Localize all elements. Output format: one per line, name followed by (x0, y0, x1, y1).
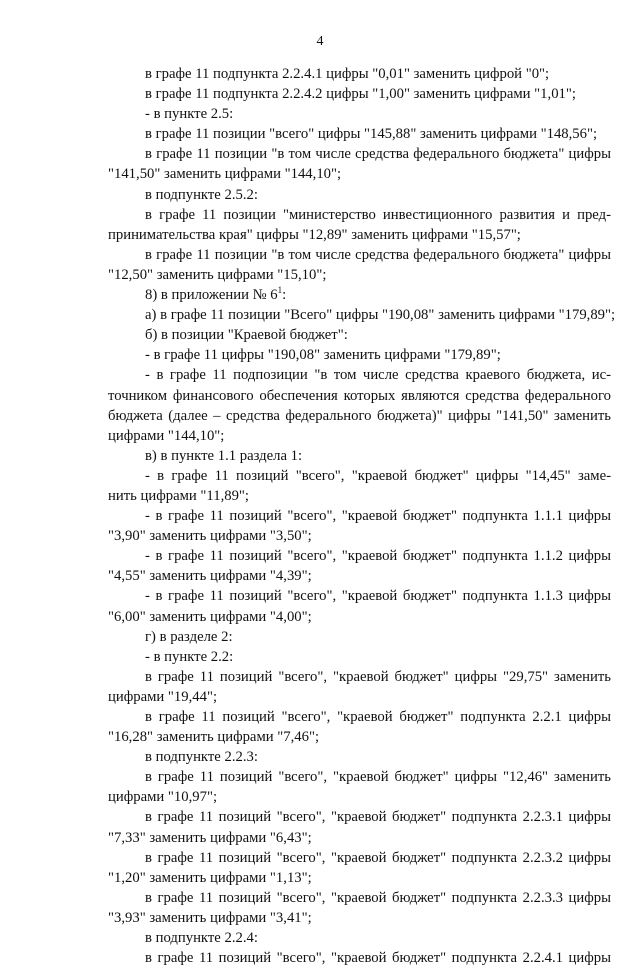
text-line-content: - в графе 11 позиций "всего", "краевой бюджет" цифры "14,45" заме- (145, 467, 611, 484)
text-line (108, 305, 616, 325)
text-line (108, 446, 611, 466)
text-line-suffix: : (282, 287, 287, 304)
text-line-content: в графе 11 позиций "всего", "краевой бюджет" подпункта 2.2.4.1 цифры (145, 950, 611, 967)
text-line-content: "7,33" заменить цифрами "6,43"; (108, 829, 312, 846)
text-line-content: в графе 11 позиции "всего" цифры "145,88" заменить цифрами "148,56"; (145, 126, 598, 143)
text-line (108, 828, 611, 848)
text-line (108, 406, 611, 426)
text-line (108, 607, 611, 627)
text-line (108, 667, 611, 687)
text-line (108, 144, 611, 164)
text-line (108, 888, 611, 908)
text-line-content: в графе 11 позиции "в том числе средства федерального бюджета" цифры (145, 246, 611, 263)
text-line-content: "3,90" заменить цифрами "3,50"; (108, 528, 312, 545)
text-line-content: - в пункте 2.2: (145, 648, 234, 665)
text-line (108, 928, 611, 948)
text-line (108, 225, 611, 245)
text-line-content: а) в графе 11 позиции "Всего" цифры "190,08" заменить цифрами "179,89"; (145, 307, 616, 324)
text-line (108, 124, 611, 144)
text-line-content: в графе 11 позиций "всего", "краевой бюджет" подпункта 2.2.1 цифры (145, 709, 611, 725)
text-line (108, 265, 611, 285)
text-line-content: в подпункте 2.2.4: (145, 930, 258, 947)
text-line-content: цифрами "19,44"; (108, 688, 218, 705)
text-line (108, 908, 611, 928)
text-line-content: - в пункте 2.5: (145, 106, 234, 123)
text-line-content: в графе 11 позиций "всего", "краевой бюджет" цифры "29,75" заменить (145, 668, 611, 685)
text-line-content: "1,20" заменить цифрами "1,13"; (108, 869, 312, 886)
text-line-content: в графе 11 позиции "в том числе средства федерального бюджета" цифры (145, 146, 611, 163)
document-body (108, 64, 616, 968)
text-line (108, 164, 611, 184)
text-line (108, 205, 611, 225)
text-line-content: - в графе 11 позиций "всего", "краевой бюджет" подпункта 1.1.3 цифры (145, 588, 611, 605)
text-line-content: в подпункте 2.5.2: (145, 186, 258, 203)
text-line-content: цифрами "144,10"; (108, 427, 225, 444)
text-line-content: - в графе 11 цифры "190,08" заменить цифрами "179,89"; (145, 347, 501, 364)
text-line-content: 8) в приложении № 6 (145, 287, 278, 304)
text-line (108, 627, 611, 647)
text-line (108, 386, 611, 406)
text-line (108, 466, 611, 486)
text-line (108, 807, 611, 827)
text-line-content: б) в позиции "Краевой бюджет": (145, 327, 348, 344)
text-line (108, 707, 611, 727)
text-line-content: "141,50" заменить цифрами "144,10"; (108, 166, 342, 183)
text-line (108, 948, 611, 968)
text-line (108, 586, 611, 606)
text-line (108, 486, 611, 506)
text-line (108, 687, 611, 707)
text-line-content: в графе 11 позиции "министерство инвестиционного развития и пред- (145, 206, 611, 223)
page-number: 4 (316, 34, 324, 49)
text-line (108, 84, 611, 104)
text-line (108, 868, 611, 888)
text-line-content: в) в пункте 1.1 раздела 1: (145, 447, 303, 464)
text-line (108, 506, 611, 526)
text-line (108, 546, 611, 566)
text-line (108, 345, 611, 365)
text-line-content: "6,00" заменить цифрами "4,00"; (108, 608, 312, 625)
text-line (108, 426, 611, 446)
text-line (108, 747, 611, 767)
text-line-content: - в графе 11 позиций "всего", "краевой бюджет" подпункта 1.1.1 цифры (145, 508, 611, 525)
text-line (108, 64, 611, 84)
text-line-content: бюджета (далее – средства федерального бюджета)" цифры "141,50" заменить (108, 407, 611, 424)
text-line-content: г) в разделе 2: (145, 628, 233, 645)
text-line-content: точником финансового обеспечения которых являются средства федерального (108, 387, 611, 404)
text-line-content: принимательства края" цифры "12,89" заменить цифрами "15,57"; (108, 226, 521, 243)
text-line-content: в графе 11 подпункта 2.2.4.2 цифры "1,00" заменить цифрами "1,01"; (145, 86, 576, 103)
text-line (108, 787, 611, 807)
text-line-content: - в графе 11 позиций "всего", "краевой бюджет" подпункта 1.1.2 цифры (145, 548, 611, 565)
text-line (108, 566, 611, 586)
text-line (108, 767, 611, 787)
text-line (108, 848, 611, 868)
text-line (108, 647, 611, 667)
text-line-content: "3,93" заменить цифрами "3,41"; (108, 909, 312, 926)
text-line-content: в графе 11 позиций "всего", "краевой бюджет" подпункта 2.2.3.1 цифры (145, 809, 611, 826)
text-line-content: в графе 11 позиций "всего", "краевой бюджет" подпункта 2.2.3.2 цифры (145, 849, 611, 866)
text-line (108, 365, 611, 385)
text-line-content: в подпункте 2.2.3: (145, 749, 258, 766)
text-line (108, 325, 611, 345)
text-line-content: нить цифрами "11,89"; (108, 487, 250, 504)
text-line-content: "16,28" заменить цифрами "7,46"; (108, 729, 320, 746)
text-line-content: в графе 11 позиций "всего", "краевой бюджет" цифры "12,46" заменить (145, 769, 611, 786)
text-line-content: цифрами "10,97"; (108, 789, 218, 806)
text-line (108, 727, 611, 747)
text-line-content: - в графе 11 подпозиции "в том числе средства краевого бюджета, ис- (145, 367, 611, 384)
text-line-content: в графе 11 позиций "всего", "краевой бюджет" подпункта 2.2.3.3 цифры (145, 889, 611, 906)
text-line-content: в графе 11 подпункта 2.2.4.1 цифры "0,01" заменить цифрой "0"; (145, 66, 550, 82)
text-line-content: "12,50" заменить цифрами "15,10"; (108, 266, 327, 283)
text-line (108, 285, 611, 305)
text-line (108, 526, 611, 546)
superscript: 1 (277, 285, 283, 296)
text-line-content: "4,55" заменить цифрами "4,39"; (108, 568, 312, 585)
text-line (108, 104, 611, 124)
text-line (108, 245, 611, 265)
text-line (108, 185, 611, 205)
